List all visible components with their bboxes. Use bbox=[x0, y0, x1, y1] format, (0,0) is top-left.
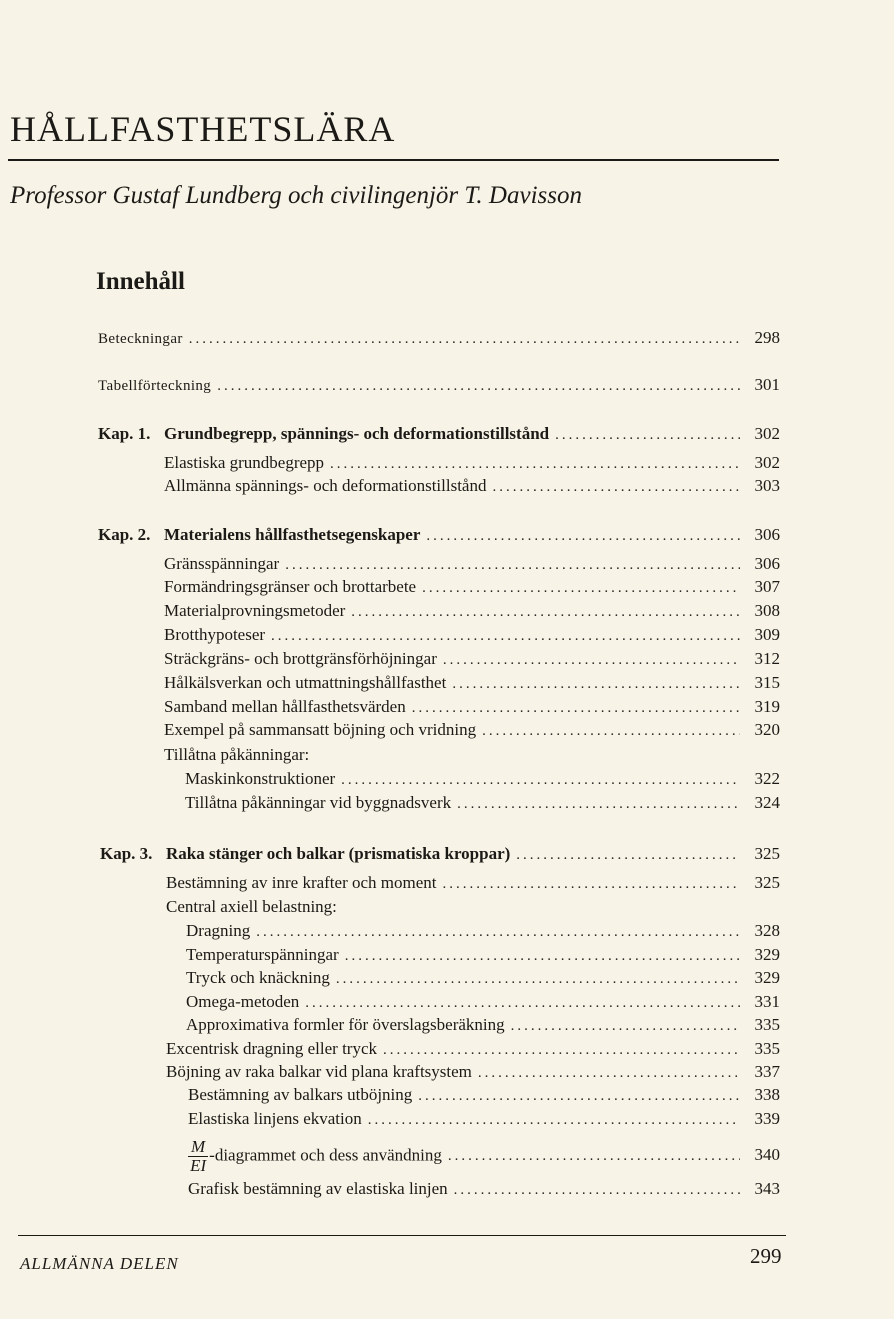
dot-leader bbox=[443, 649, 740, 671]
toc-entry[interactable] bbox=[164, 624, 780, 647]
toc-entry-label: Samband mellan hållfasthetsvärden bbox=[164, 697, 406, 716]
toc-entry-label: Tabellförteckning bbox=[98, 378, 212, 394]
toc-entry[interactable] bbox=[164, 576, 780, 599]
toc-entry-page: 335 bbox=[754, 1039, 780, 1058]
toc-entry-label: Tillåtna påkänningar: bbox=[164, 745, 310, 764]
toc-entry-label: Brotthypoteser bbox=[164, 625, 266, 644]
toc-entry-page: 340 bbox=[754, 1145, 780, 1165]
toc-entry[interactable] bbox=[164, 452, 780, 475]
footer-divider bbox=[18, 1235, 786, 1236]
dot-leader bbox=[443, 873, 741, 895]
dot-leader bbox=[454, 1179, 740, 1201]
toc-entry-page: 298 bbox=[754, 328, 780, 347]
toc-entry-page: 339 bbox=[754, 1109, 780, 1128]
toc-entry[interactable] bbox=[98, 374, 780, 397]
toc-entry-page: 319 bbox=[754, 697, 780, 716]
toc-entry[interactable] bbox=[166, 1061, 780, 1084]
toc-entry-label: Temperaturspänningar bbox=[186, 945, 339, 964]
toc-entry[interactable] bbox=[164, 744, 780, 766]
fraction-numerator: M bbox=[188, 1138, 208, 1157]
authors-line: Professor Gustaf Lundberg och civilingenjör T. Davisson bbox=[10, 182, 582, 209]
chapter-number: Kap. 3. bbox=[100, 844, 153, 863]
toc-entry-page: 343 bbox=[754, 1179, 780, 1198]
dot-leader bbox=[516, 844, 740, 866]
toc-entry[interactable] bbox=[164, 672, 780, 695]
dot-leader bbox=[422, 577, 740, 599]
dot-leader bbox=[336, 968, 740, 990]
toc-entry-page: 309 bbox=[754, 625, 780, 644]
toc-entry-page: 301 bbox=[754, 375, 780, 394]
dot-leader bbox=[368, 1109, 740, 1131]
toc-entry-page: 338 bbox=[754, 1085, 780, 1104]
toc-entry-page: 312 bbox=[754, 649, 780, 668]
dot-leader bbox=[448, 1145, 740, 1167]
toc-entry-label: Omega-metoden bbox=[186, 992, 300, 1011]
toc-entry-label: Bestämning av balkars utböjning bbox=[188, 1085, 413, 1104]
dot-leader bbox=[345, 945, 740, 967]
toc-entry-page: 307 bbox=[754, 577, 780, 596]
fraction-denominator: EI bbox=[190, 1156, 207, 1175]
toc-entry-label: Materialprovningsmetoder bbox=[164, 601, 346, 620]
toc-chapter-entry[interactable] bbox=[100, 843, 780, 866]
dot-leader bbox=[511, 1015, 740, 1037]
toc-chapter-entry[interactable] bbox=[98, 524, 780, 547]
toc-entry-page: 335 bbox=[754, 1015, 780, 1034]
toc-entry[interactable] bbox=[188, 1108, 780, 1131]
toc-entry[interactable] bbox=[164, 553, 780, 576]
dot-leader bbox=[418, 1085, 740, 1107]
toc-entry[interactable] bbox=[188, 1178, 780, 1201]
toc-entry-label: Gränsspänningar bbox=[164, 554, 280, 573]
toc-entry[interactable] bbox=[164, 696, 780, 719]
toc-chapter-entry[interactable] bbox=[98, 423, 780, 446]
toc-entry[interactable] bbox=[186, 991, 780, 1014]
toc-entry[interactable] bbox=[186, 920, 780, 943]
toc-entry-label: Materialens hållfasthetsegenskaper bbox=[164, 525, 421, 544]
dot-leader bbox=[351, 601, 740, 623]
toc-entry[interactable] bbox=[98, 327, 780, 350]
toc-entry[interactable] bbox=[166, 896, 780, 918]
toc-entry-page: 302 bbox=[754, 453, 780, 472]
dot-leader bbox=[256, 921, 740, 943]
toc-entry[interactable] bbox=[164, 475, 780, 498]
dot-leader bbox=[452, 673, 740, 695]
dot-leader bbox=[341, 769, 740, 791]
toc-entry-label: Formändringsgränser och brottarbete bbox=[164, 577, 417, 596]
toc-entry-label: Raka stänger och balkar (prismatiska kroppar) bbox=[166, 844, 511, 863]
toc-entry[interactable] bbox=[166, 1038, 780, 1061]
toc-entry-label: Excentrisk dragning eller tryck bbox=[166, 1039, 378, 1058]
dot-leader bbox=[426, 525, 740, 547]
toc-entry-page: 302 bbox=[754, 424, 780, 443]
toc-entry-page: 329 bbox=[754, 945, 780, 964]
toc-entry-label: Tryck och knäckning bbox=[186, 968, 330, 987]
toc-entry-label: Dragning bbox=[186, 921, 251, 940]
dot-leader bbox=[330, 453, 740, 475]
dot-leader bbox=[478, 1062, 740, 1084]
toc-entry-label: Central axiell belastning: bbox=[166, 897, 337, 916]
dot-leader bbox=[271, 625, 740, 647]
footer-section-title: ALLMÄNNA DELEN bbox=[20, 1254, 179, 1273]
toc-entry-label: Grafisk bestämning av elastiska linjen bbox=[188, 1179, 448, 1198]
dot-leader bbox=[285, 554, 740, 576]
dot-leader bbox=[555, 424, 740, 446]
toc-entry-label bbox=[188, 1138, 442, 1175]
toc-entry-label: Approximativa formler för överslagsberäkning bbox=[186, 1015, 505, 1034]
dot-leader bbox=[492, 476, 740, 498]
toc-entry-label: Bestämning av inre krafter och moment bbox=[166, 873, 437, 892]
dot-leader bbox=[217, 375, 740, 397]
chapter-number: Kap. 2. bbox=[98, 525, 151, 544]
toc-entry[interactable] bbox=[188, 1138, 780, 1175]
m-over-ei-fraction bbox=[188, 1138, 208, 1175]
toc-entry-label: Exempel på sammansatt böjning och vridning bbox=[164, 720, 477, 739]
toc-entry[interactable] bbox=[186, 1014, 780, 1037]
toc-entry-label: Allmänna spännings- och deformationstillstånd bbox=[164, 476, 487, 495]
toc-entry-label: Beteckningar bbox=[98, 331, 183, 347]
dot-leader bbox=[305, 992, 740, 1014]
toc-entry-page: 329 bbox=[754, 968, 780, 987]
toc-entry-page: 324 bbox=[754, 793, 780, 812]
toc-entry[interactable] bbox=[185, 792, 780, 815]
toc-entry[interactable] bbox=[166, 872, 780, 895]
toc-entry-label: Tillåtna påkänningar vid byggnadsverk bbox=[185, 793, 452, 812]
toc-entry-page: 308 bbox=[754, 601, 780, 620]
toc-entry[interactable] bbox=[185, 768, 780, 791]
toc-entry-page: 303 bbox=[754, 476, 780, 495]
toc-entry-label: Sträckgräns- och brottgränsförhöjningar bbox=[164, 649, 437, 668]
toc-entry-label: Grundbegrepp, spännings- och deformationstillstånd bbox=[164, 424, 550, 443]
toc-entry-page: 328 bbox=[754, 921, 780, 940]
toc-entry-page: 320 bbox=[754, 720, 780, 739]
toc-entry-page: 322 bbox=[754, 769, 780, 788]
toc-entry[interactable] bbox=[164, 648, 780, 671]
toc-entry[interactable] bbox=[186, 967, 780, 990]
toc-entry[interactable] bbox=[164, 600, 780, 623]
toc-entry-page: 337 bbox=[754, 1062, 780, 1081]
page-title: HÅLLFASTHETSLÄRA bbox=[10, 109, 396, 149]
toc-entry-page: 306 bbox=[754, 554, 780, 573]
dot-leader bbox=[383, 1039, 740, 1061]
toc-entry-page: 325 bbox=[754, 873, 780, 892]
toc-entry-label: Elastiska linjens ekvation bbox=[188, 1109, 362, 1128]
toc-entry[interactable] bbox=[164, 719, 780, 742]
toc-entry-label: Böjning av raka balkar vid plana kraftsystem bbox=[166, 1062, 472, 1081]
toc-entry-label: Hålkälsverkan och utmattningshållfasthet bbox=[164, 673, 447, 692]
toc-entry-label: Elastiska grundbegrepp bbox=[164, 453, 325, 472]
dot-leader bbox=[457, 793, 740, 815]
dot-leader bbox=[482, 720, 740, 742]
toc-entry[interactable] bbox=[186, 944, 780, 967]
toc-heading: Innehåll bbox=[96, 268, 185, 295]
toc-entry-page: 325 bbox=[754, 844, 780, 863]
footer-page-number: 299 bbox=[750, 1244, 782, 1268]
toc-entry-text: -diagrammet och dess användning bbox=[209, 1145, 442, 1165]
toc-entry-page: 315 bbox=[754, 673, 780, 692]
toc-entry[interactable] bbox=[188, 1084, 780, 1107]
toc-entry-label: Maskinkonstruktioner bbox=[185, 769, 336, 788]
chapter-number: Kap. 1. bbox=[98, 424, 151, 443]
dot-leader bbox=[412, 697, 740, 719]
dot-leader bbox=[189, 328, 740, 350]
toc-entry-page: 331 bbox=[754, 992, 780, 1011]
toc-entry-page: 306 bbox=[754, 525, 780, 544]
